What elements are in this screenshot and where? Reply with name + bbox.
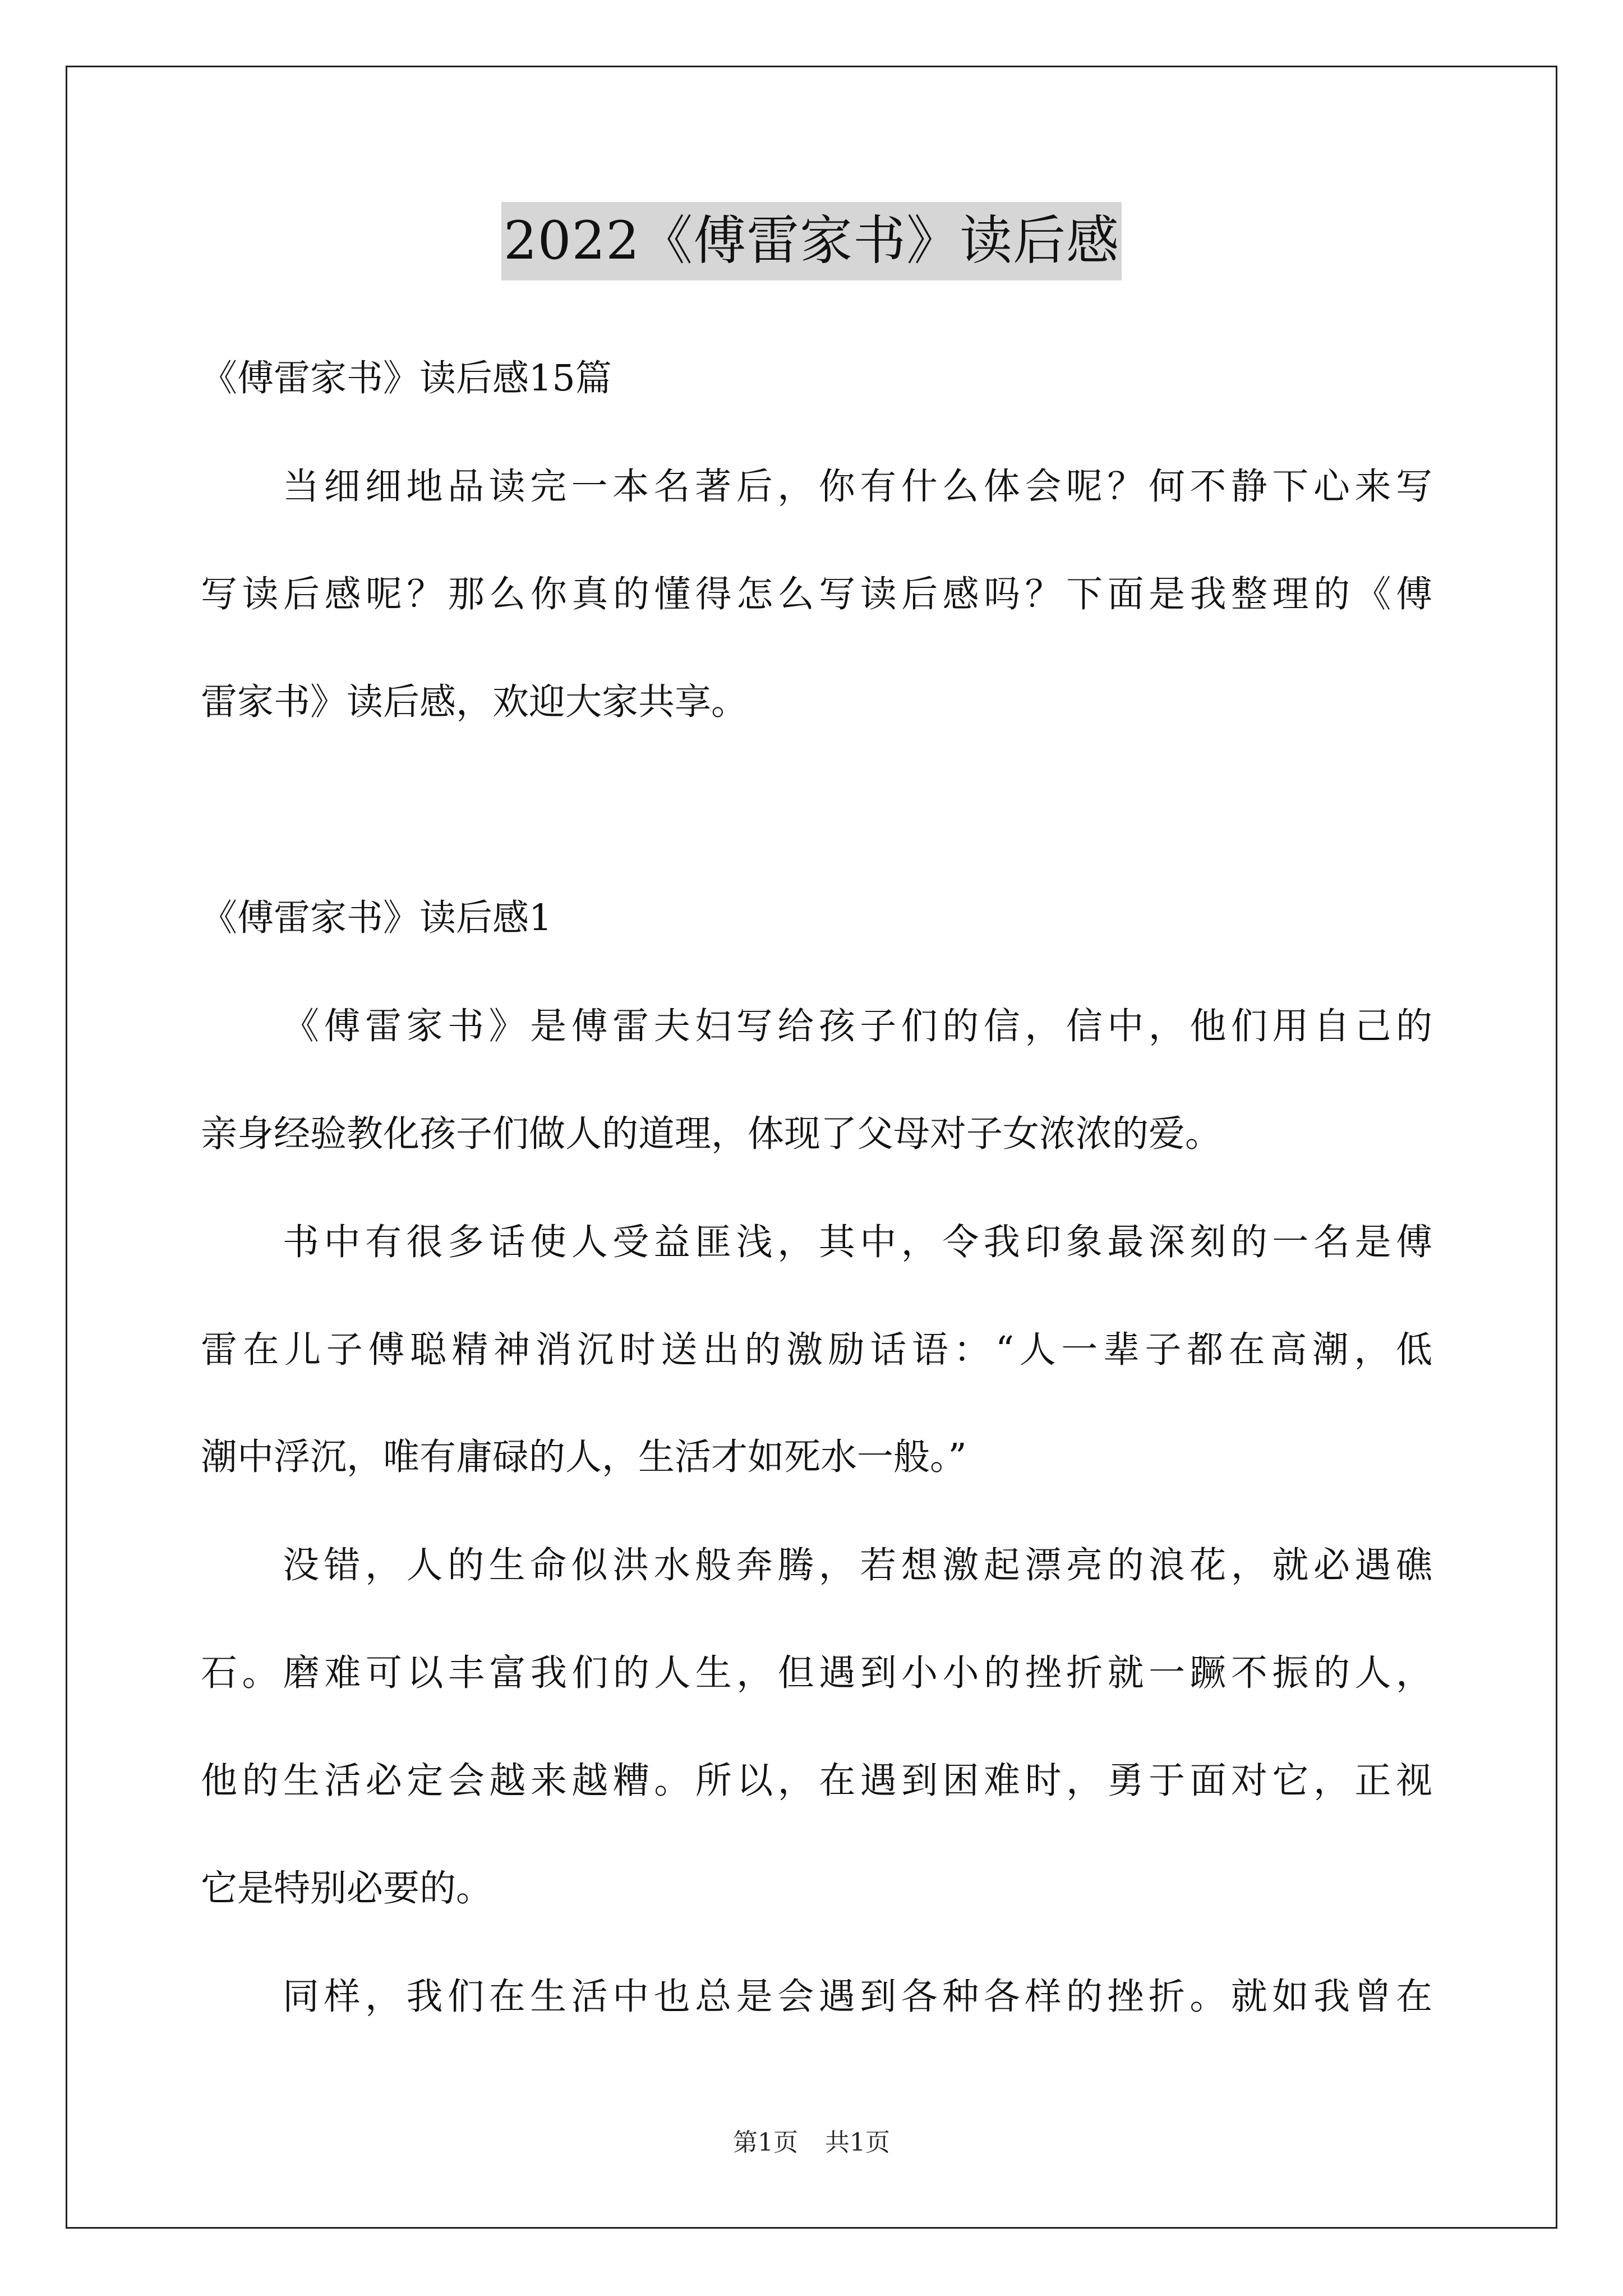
section-heading: 《傅雷家书》读后感1 [201,897,552,939]
page-total: 共1页 [825,2128,890,2157]
paragraph-line: 他的生活必定会越来越糟。所以，在遇到困难时，勇于面对它，正视 [201,1760,1432,1802]
paragraph-line: 雷在儿子傅聪精神消沉时送出的激励话语：“人一辈子都在高潮，低 [201,1329,1432,1371]
paragraph-line: 它是特别必要的。 [201,1867,493,1910]
page-number: 第1页 [733,2128,798,2157]
paragraph-line: 没错，人的生命似洪水般奔腾，若想激起漂亮的浪花，就必遇礁 [283,1544,1432,1586]
page-footer [0,2126,1623,2160]
intro-line-3: 雷家书》读后感，欢迎大家共享。 [201,681,748,723]
paragraph-line: 潮中浮沉，唯有庸碌的人，生活才如死水一般。” [201,1436,967,1478]
paragraph-line: 同样，我们在生活中也总是会遇到各种各样的挫折。就如我曾在 [283,1976,1432,2018]
paragraph-line: 石。磨难可以丰富我们的人生，但遇到小小的挫折就一蹶不振的人， [201,1652,1432,1694]
document-title: 2022《傅雷家书》读后感 [501,202,1122,280]
paragraph-line: 书中有很多话使人受益匪浅，其中，令我印象最深刻的一名是傅 [283,1221,1432,1263]
paragraph-line: 《傅雷家书》是傅雷夫妇写给孩子们的信，信中，他们用自己的 [283,1005,1432,1047]
paragraph-line: 亲身经验教化孩子们做人的道理，体现了父母对子女浓浓的爱。 [201,1113,1222,1155]
subtitle: 《傅雷家书》读后感15篇 [201,357,612,399]
title-wrap [0,202,1623,280]
intro-line-1: 当细细地品读完一本名著后，你有什么体会呢？何不静下心来写 [283,466,1432,508]
intro-line-2: 写读后感呢？那么你真的懂得怎么写读后感吗？下面是我整理的《傅 [201,573,1432,615]
